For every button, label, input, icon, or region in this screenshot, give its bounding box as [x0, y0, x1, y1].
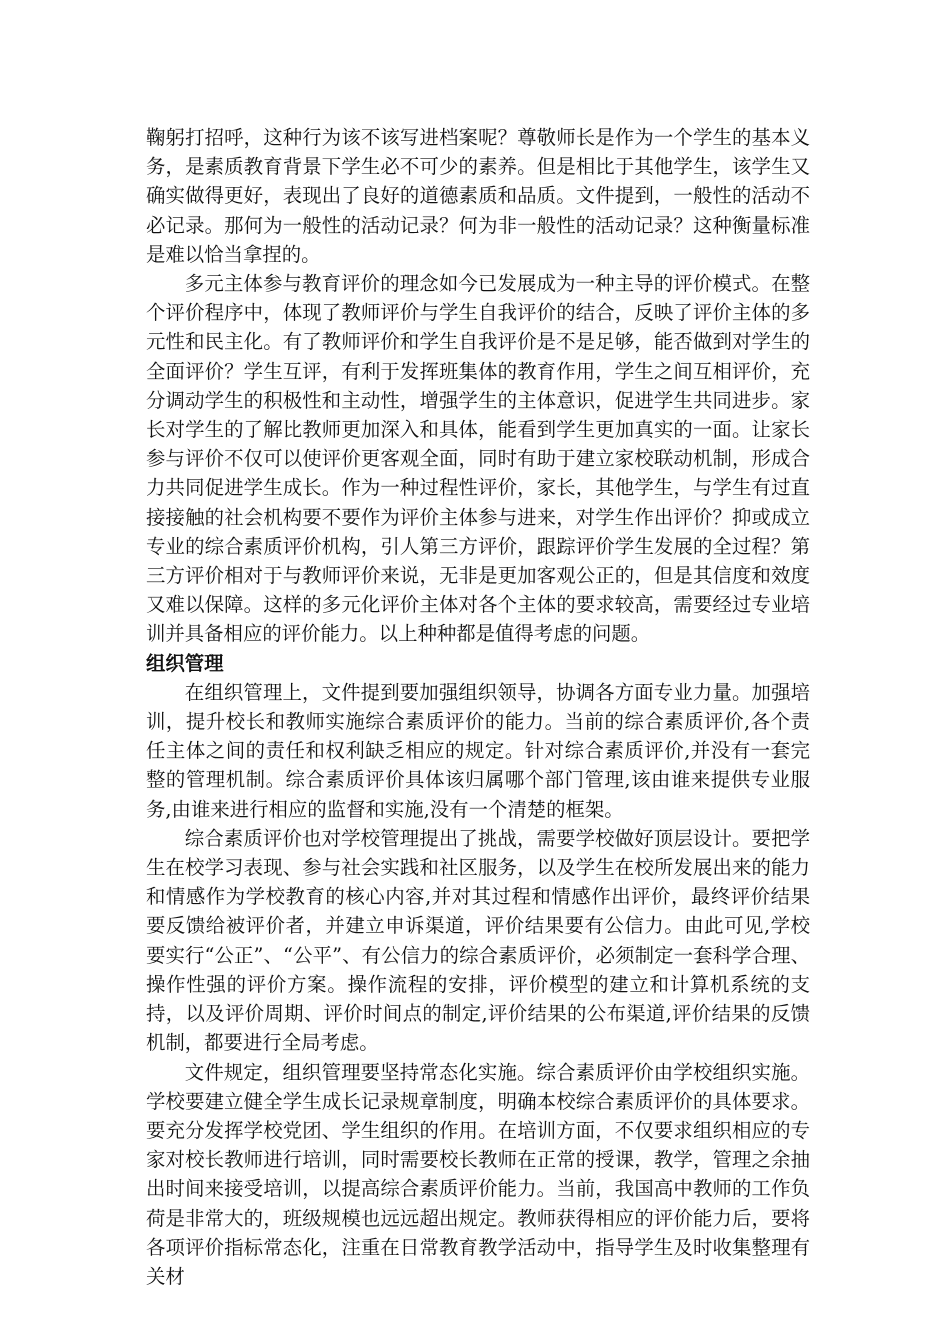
paragraph-etiquette-record: 鞠躬打招呼，这种行为该不该写进档案呢？尊敬师长是作为一个学生的基本义务，是素质教育背景下学生必不可少的素养。但是相比于其他学生，该学生又确实做得更好，表现出了良好的道德素质和品质。文件提到，一般性的活动不必记录。那何为一般性的活动记录？何为非一般性的活动记录？这种衡量标准是难以恰当拿捏的。: [146, 126, 810, 266]
paragraph-school-management-challenge: 综合素质评价也对学校管理提出了挑战，需要学校做好顶层设计。要把学生在校学习表现、参与社会实践和社区服务，以及学生在校所发展出来的能力和情感作为学校教育的核心内容,并对其过程和情感作出评价，最终评价结果要反馈给被评价者，并建立申诉渠道，评价结果要有公信力。由此可见,学校要实行“公正”、“公平”、有公信力的综合素质评价，必须制定一套科学合理、操作性强的评价方案。操作流程的安排，评价模型的建立和计算机系统的支持，以及评价周期、评价时间点的制定,评价结果的公布渠道,评价结果的反馈机制，都要进行全局考虑。: [146, 826, 810, 1055]
paragraph-regular-implementation: 文件规定，组织管理要坚持常态化实施。综合素质评价由学校组织实施。学校要建立健全学生成长记录规章制度，明确本校综合素质评价的具体要求。要充分发挥学校党团、学生组织的作用。在培训方面，不仅要求组织相应的专家对校长教师进行培训，同时需要校长教师在正常的授课，教学，管理之余抽出时间来接受培训，以提高综合素质评价能力。当前，我国高中教师的工作负荷是非常大的，班级规模也远远超出规定。教师获得相应的评价能力后，要将各项评价指标常态化，注重在日常教育教学活动中，指导学生及时收集整理有关材: [146, 1060, 810, 1288]
section-heading-organization-management: 组织管理: [146, 651, 224, 675]
paragraph-organization-leadership: 在组织管理上，文件提到要加强组织领导，协调各方面专业力量。加强培训，提升校长和教师实施综合素质评价的能力。当前的综合素质评价,各个责任主体之间的责任和权利缺乏相应的规定。针对综合素质评价,并没有一套完整的管理机制。综合素质评价具体该归属哪个部门管理,该由谁来提供专业服务,由谁来进行相应的监督和实施,没有一个清楚的框架。: [146, 680, 810, 821]
document-page: [146, 123, 810, 1291]
paragraph-multi-subject-evaluation: 多元主体参与教育评价的理念如今已发展成为一种主导的评价模式。在整个评价程序中，体现了教师评价与学生自我评价的结合，反映了评价主体的多元性和民主化。有了教师评价和学生自我评价是不是足够，能否做到对学生的全面评价？学生互评，有利于发挥班集体的教育作用，学生之间互相评价，充分调动学生的积极性和主动性，增强学生的主体意识，促进学生共同进步。家长对学生的了解比教师更加深入和具体，能看到学生更加真实的一面。让家长参与评价不仅可以使评价更客观全面，同时有助于建立家校联动机制，形成合力共同促进学生成长。作为一种过程性评价，家长，其他学生，与学生有过直接接触的社会机构要不要作为评价主体参与进来，对学生作出评价？抑或成立专业的综合素质评价机构，引人第三方评价，跟踪评价学生发展的全过程？第三方评价相对于与教师评价来说，无非是更加客观公正的，但是其信度和效度又难以保障。这样的多元化评价主体对各个主体的要求较高，需要经过专业培训并具备相应的评价能力。以上种种都是值得考虑的问题。: [146, 272, 810, 646]
